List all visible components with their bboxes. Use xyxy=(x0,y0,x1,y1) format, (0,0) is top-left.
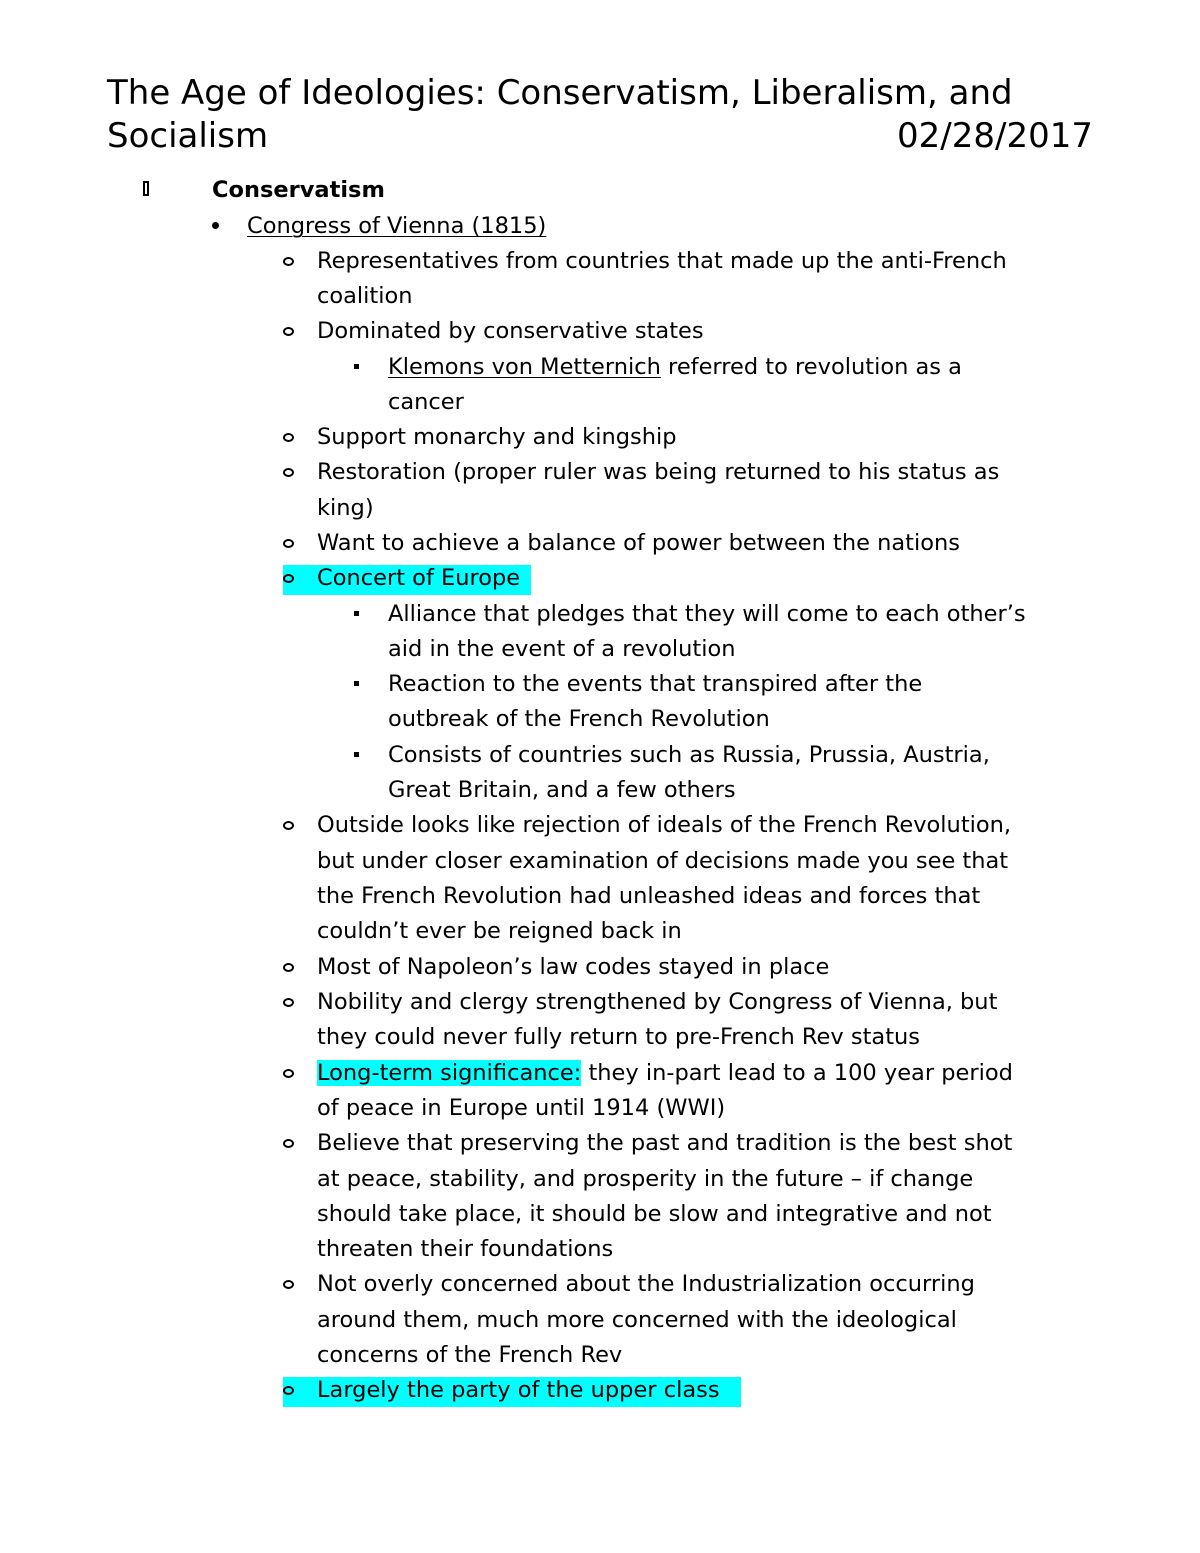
upper-class-item: Largely the party of the upper class xyxy=(317,1377,720,1403)
item-continuation: threaten their foundations xyxy=(317,1236,614,1262)
hollow-circle-bullet-icon xyxy=(283,963,294,972)
small-square-bullet-icon xyxy=(354,681,359,686)
small-square-bullet-icon xyxy=(354,364,359,369)
hollow-circle-bullet-icon xyxy=(283,1280,294,1289)
item-text: they in-part lead to a 100 year period xyxy=(581,1060,1013,1086)
hollow-circle-bullet-icon xyxy=(283,539,294,548)
concert-of-europe: Concert of Europe xyxy=(317,565,521,591)
hollow-circle-bullet-icon xyxy=(283,821,294,830)
hollow-circle-bullet-icon xyxy=(283,327,294,336)
item-continuation: aid in the event of a revolution xyxy=(388,636,736,662)
item-text: Most of Napoleon’s law codes stayed in place xyxy=(317,954,830,980)
item-continuation: concerns of the French Rev xyxy=(317,1342,623,1368)
item-continuation: should take place, it should be slow and integrative and not xyxy=(317,1201,992,1227)
item-continuation: king) xyxy=(317,495,374,521)
item-continuation: the French Revolution had unleashed ideas and forces that xyxy=(317,883,981,909)
item-text: Consists of countries such as Russia, Prussia, Austria, xyxy=(388,742,990,768)
item-text: referred to revolution as a xyxy=(660,354,962,380)
square-bullet-icon xyxy=(143,181,149,196)
item-continuation: Great Britain, and a few others xyxy=(388,777,736,803)
item-continuation: around them, much more concerned with the ideological xyxy=(317,1307,957,1333)
item-text: Representatives from countries that made up the anti-French xyxy=(317,248,1007,274)
item-text: Outside looks like rejection of ideals of the French Revolution, xyxy=(317,812,1012,838)
item-continuation: they could never fully return to pre-French Rev status xyxy=(317,1024,920,1050)
long-term-significance-label: Long-term significance: xyxy=(317,1060,582,1086)
hollow-circle-bullet-icon xyxy=(283,433,294,442)
item-text: Reaction to the events that transpired after the xyxy=(388,671,923,697)
item-text: Not overly concerned about the Industrialization occurring xyxy=(317,1271,975,1297)
document-title xyxy=(107,72,1093,114)
item-text: Dominated by conservative states xyxy=(317,318,704,344)
item-continuation: coalition xyxy=(317,283,413,309)
item-continuation: of peace in Europe until 1914 (WWI) xyxy=(317,1095,726,1121)
small-square-bullet-icon xyxy=(354,611,359,616)
hollow-circle-bullet-icon xyxy=(283,468,294,477)
item-continuation: but under closer examination of decisions made you see that xyxy=(317,848,1009,874)
hollow-circle-bullet-icon xyxy=(283,998,294,1007)
hollow-circle-bullet-icon xyxy=(283,257,294,266)
item-text: Alliance that pledges that they will come to each other’s xyxy=(388,601,1026,627)
item-continuation: cancer xyxy=(388,389,464,415)
item-text: Believe that preserving the past and tradition is the best shot xyxy=(317,1130,1013,1156)
filled-dot-bullet-icon xyxy=(212,222,219,229)
item-text: Support monarchy and kingship xyxy=(317,424,677,450)
item-continuation: outbreak of the French Revolution xyxy=(388,706,770,732)
title-line-1: The Age of Ideologies: Conservatism, Liberalism, and xyxy=(107,73,1013,113)
item-text: Restoration (proper ruler was being returned to his status as xyxy=(317,459,1000,485)
hollow-circle-bullet-icon xyxy=(283,574,294,583)
item-text-wrap xyxy=(388,350,962,385)
item-continuation: couldn’t ever be reigned back in xyxy=(317,918,682,944)
metternich-name: Klemons von Metternich xyxy=(388,354,661,380)
document-date: 02/28/2017 xyxy=(897,116,1093,156)
item-text: Want to achieve a balance of power between the nations xyxy=(317,530,960,556)
small-square-bullet-icon xyxy=(354,752,359,757)
hollow-circle-bullet-icon xyxy=(283,1386,294,1395)
item-text-wrap xyxy=(317,1056,1013,1091)
section-heading: Conservatism xyxy=(212,177,385,203)
congress-heading: Congress of Vienna (1815) xyxy=(247,213,547,239)
item-continuation: at peace, stability, and prosperity in the future – if change xyxy=(317,1166,974,1192)
hollow-circle-bullet-icon xyxy=(283,1069,294,1078)
title-line-2-row xyxy=(107,115,1093,157)
hollow-circle-bullet-icon xyxy=(283,1139,294,1148)
title-line-2: Socialism xyxy=(107,116,269,156)
item-text: Nobility and clergy strengthened by Congress of Vienna, but xyxy=(317,989,998,1015)
